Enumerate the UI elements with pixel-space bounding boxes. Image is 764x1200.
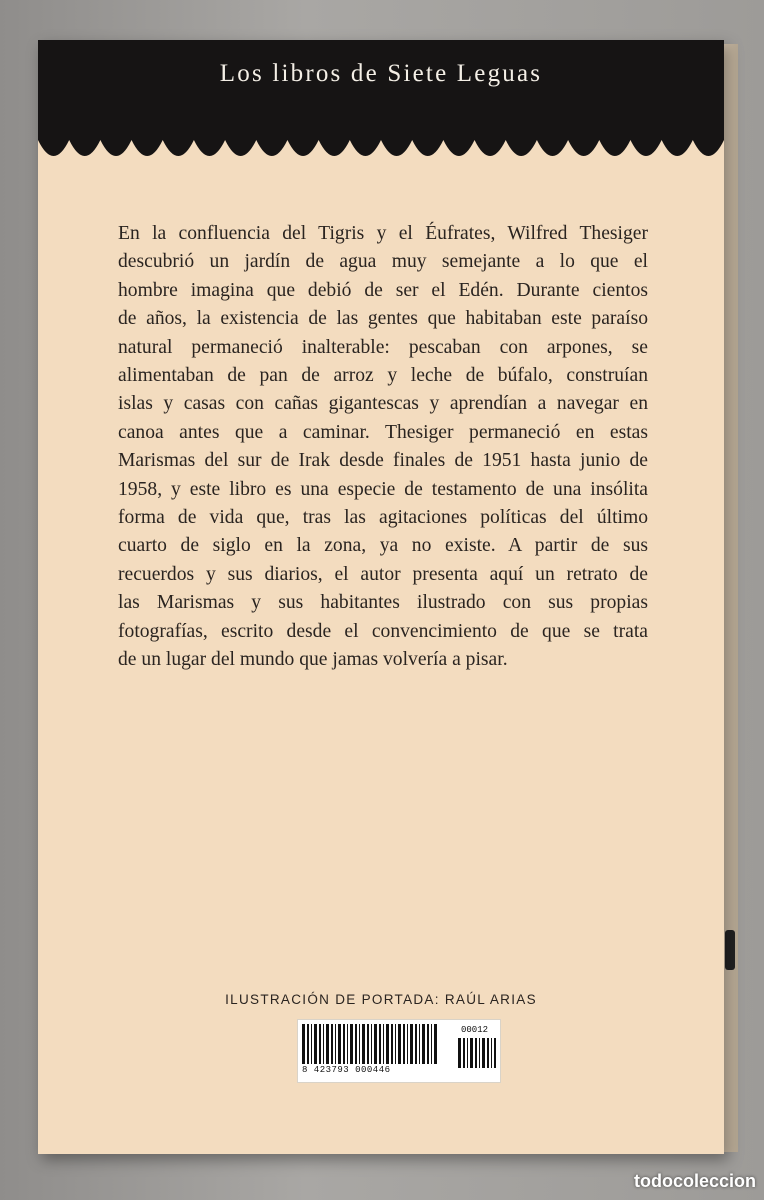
blurb-line: alimentaban de pan de arroz y leche de búfalo, construían: [118, 365, 648, 387]
barcode-bar: [331, 1024, 333, 1064]
barcode-bar: [338, 1024, 341, 1064]
blurb-line: natural permaneció inalterable: pescaban con arpones, se: [118, 336, 648, 358]
barcode-bar: [398, 1024, 401, 1064]
series-header: Los libros de Siete Leguas: [219, 60, 543, 87]
blurb-line: recuerdos y sus diarios, el autor presenta aquí un retrato de: [118, 563, 648, 585]
blurb-text: [118, 220, 648, 675]
blurb-line: islas y casas con cañas gigantescas y aprendían a navegar en: [118, 393, 648, 415]
barcode-bar: [359, 1024, 360, 1064]
ean-barcode: [302, 1024, 440, 1064]
blurb-line: cuarto de siglo en la zona, ya no existe. A partir de sus: [118, 535, 648, 557]
background-cable: [725, 930, 735, 970]
blurb-line: forma de vida que, tras las agitaciones políticas del último: [118, 507, 648, 529]
blurb-line: 1958, y este libro es una especie de testamento de una insólita: [118, 478, 648, 500]
blurb-line: hombre imagina que debió de ser el Edén. Durante cientos: [118, 279, 648, 301]
barcode-bar: [314, 1024, 317, 1064]
barcode-bar: [347, 1024, 348, 1064]
blurb-line: canoa antes que a caminar. Thesiger permaneció en estas: [118, 421, 648, 443]
barcode-bar: [422, 1024, 425, 1064]
barcode-bar: [458, 1038, 461, 1068]
blurb-line: En la confluencia del Tigris y el Éufrates, Wilfred Thesiger: [118, 223, 648, 244]
book-edge: [724, 44, 738, 1152]
book-back-cover: [38, 40, 724, 1154]
barcode-bar: [475, 1038, 477, 1068]
ean-digits: 8 423793 000446: [302, 1065, 391, 1075]
barcode-bar: [323, 1024, 324, 1064]
barcode-bar: [371, 1024, 372, 1064]
barcode-bar: [362, 1024, 365, 1064]
barcode-bar: [479, 1038, 480, 1068]
barcode-bar: [307, 1024, 309, 1064]
barcode-bar: [350, 1024, 353, 1064]
barcode-bar: [355, 1024, 357, 1064]
barcode-bar: [326, 1024, 329, 1064]
blurb-line: las Marismas y sus habitantes ilustrado con sus propias: [118, 592, 648, 614]
barcode-bar: [343, 1024, 345, 1064]
barcode-label: [297, 1019, 501, 1083]
addon-digits: 00012: [461, 1025, 489, 1035]
barcode-bar: [302, 1024, 305, 1064]
barcode-bar: [463, 1038, 465, 1068]
barcode-bar: [386, 1024, 389, 1064]
barcode-bar: [319, 1024, 321, 1064]
barcode-bar: [487, 1038, 489, 1068]
barcode-bar: [311, 1024, 312, 1064]
barcode-bar: [395, 1024, 396, 1064]
addon-barcode: [458, 1038, 496, 1068]
barcode-bar: [427, 1024, 429, 1064]
barcode-bar: [407, 1024, 408, 1064]
blurb-line: descubrió un jardín de agua muy semejante a lo que el: [118, 251, 648, 273]
barcode-bar: [403, 1024, 405, 1064]
barcode-bar: [410, 1024, 413, 1064]
blurb-line: Marismas del sur de Irak desde finales de 1951 hasta junio de: [118, 450, 648, 472]
barcode-bar: [434, 1024, 437, 1064]
blurb-line: fotografías, escrito desde el convencimiento de que se trata: [118, 620, 648, 642]
barcode-bar: [431, 1024, 432, 1064]
barcode-bar: [494, 1038, 496, 1068]
barcode-bar: [491, 1038, 492, 1068]
barcode-bar: [467, 1038, 468, 1068]
barcode-bar: [379, 1024, 381, 1064]
barcode-bar: [391, 1024, 393, 1064]
watermark: todocoleccion: [633, 1171, 756, 1191]
barcode-bar: [415, 1024, 417, 1064]
blurb-line: de años, la existencia de las gentes que habitaban este paraíso: [118, 308, 648, 330]
scalloped-edge: [38, 110, 724, 170]
blurb-line: de un lugar del mundo que jamas volvería a pisar.: [118, 649, 508, 671]
barcode-bar: [419, 1024, 420, 1064]
barcode-bar: [470, 1038, 473, 1068]
barcode-bar: [335, 1024, 336, 1064]
barcode-bar: [482, 1038, 485, 1068]
barcode-bar: [374, 1024, 377, 1064]
cover-illustration-credit: ILUSTRACIÓN DE PORTADA: RAÚL ARIAS: [225, 992, 537, 1007]
barcode-bar: [367, 1024, 369, 1064]
barcode-bar: [383, 1024, 384, 1064]
